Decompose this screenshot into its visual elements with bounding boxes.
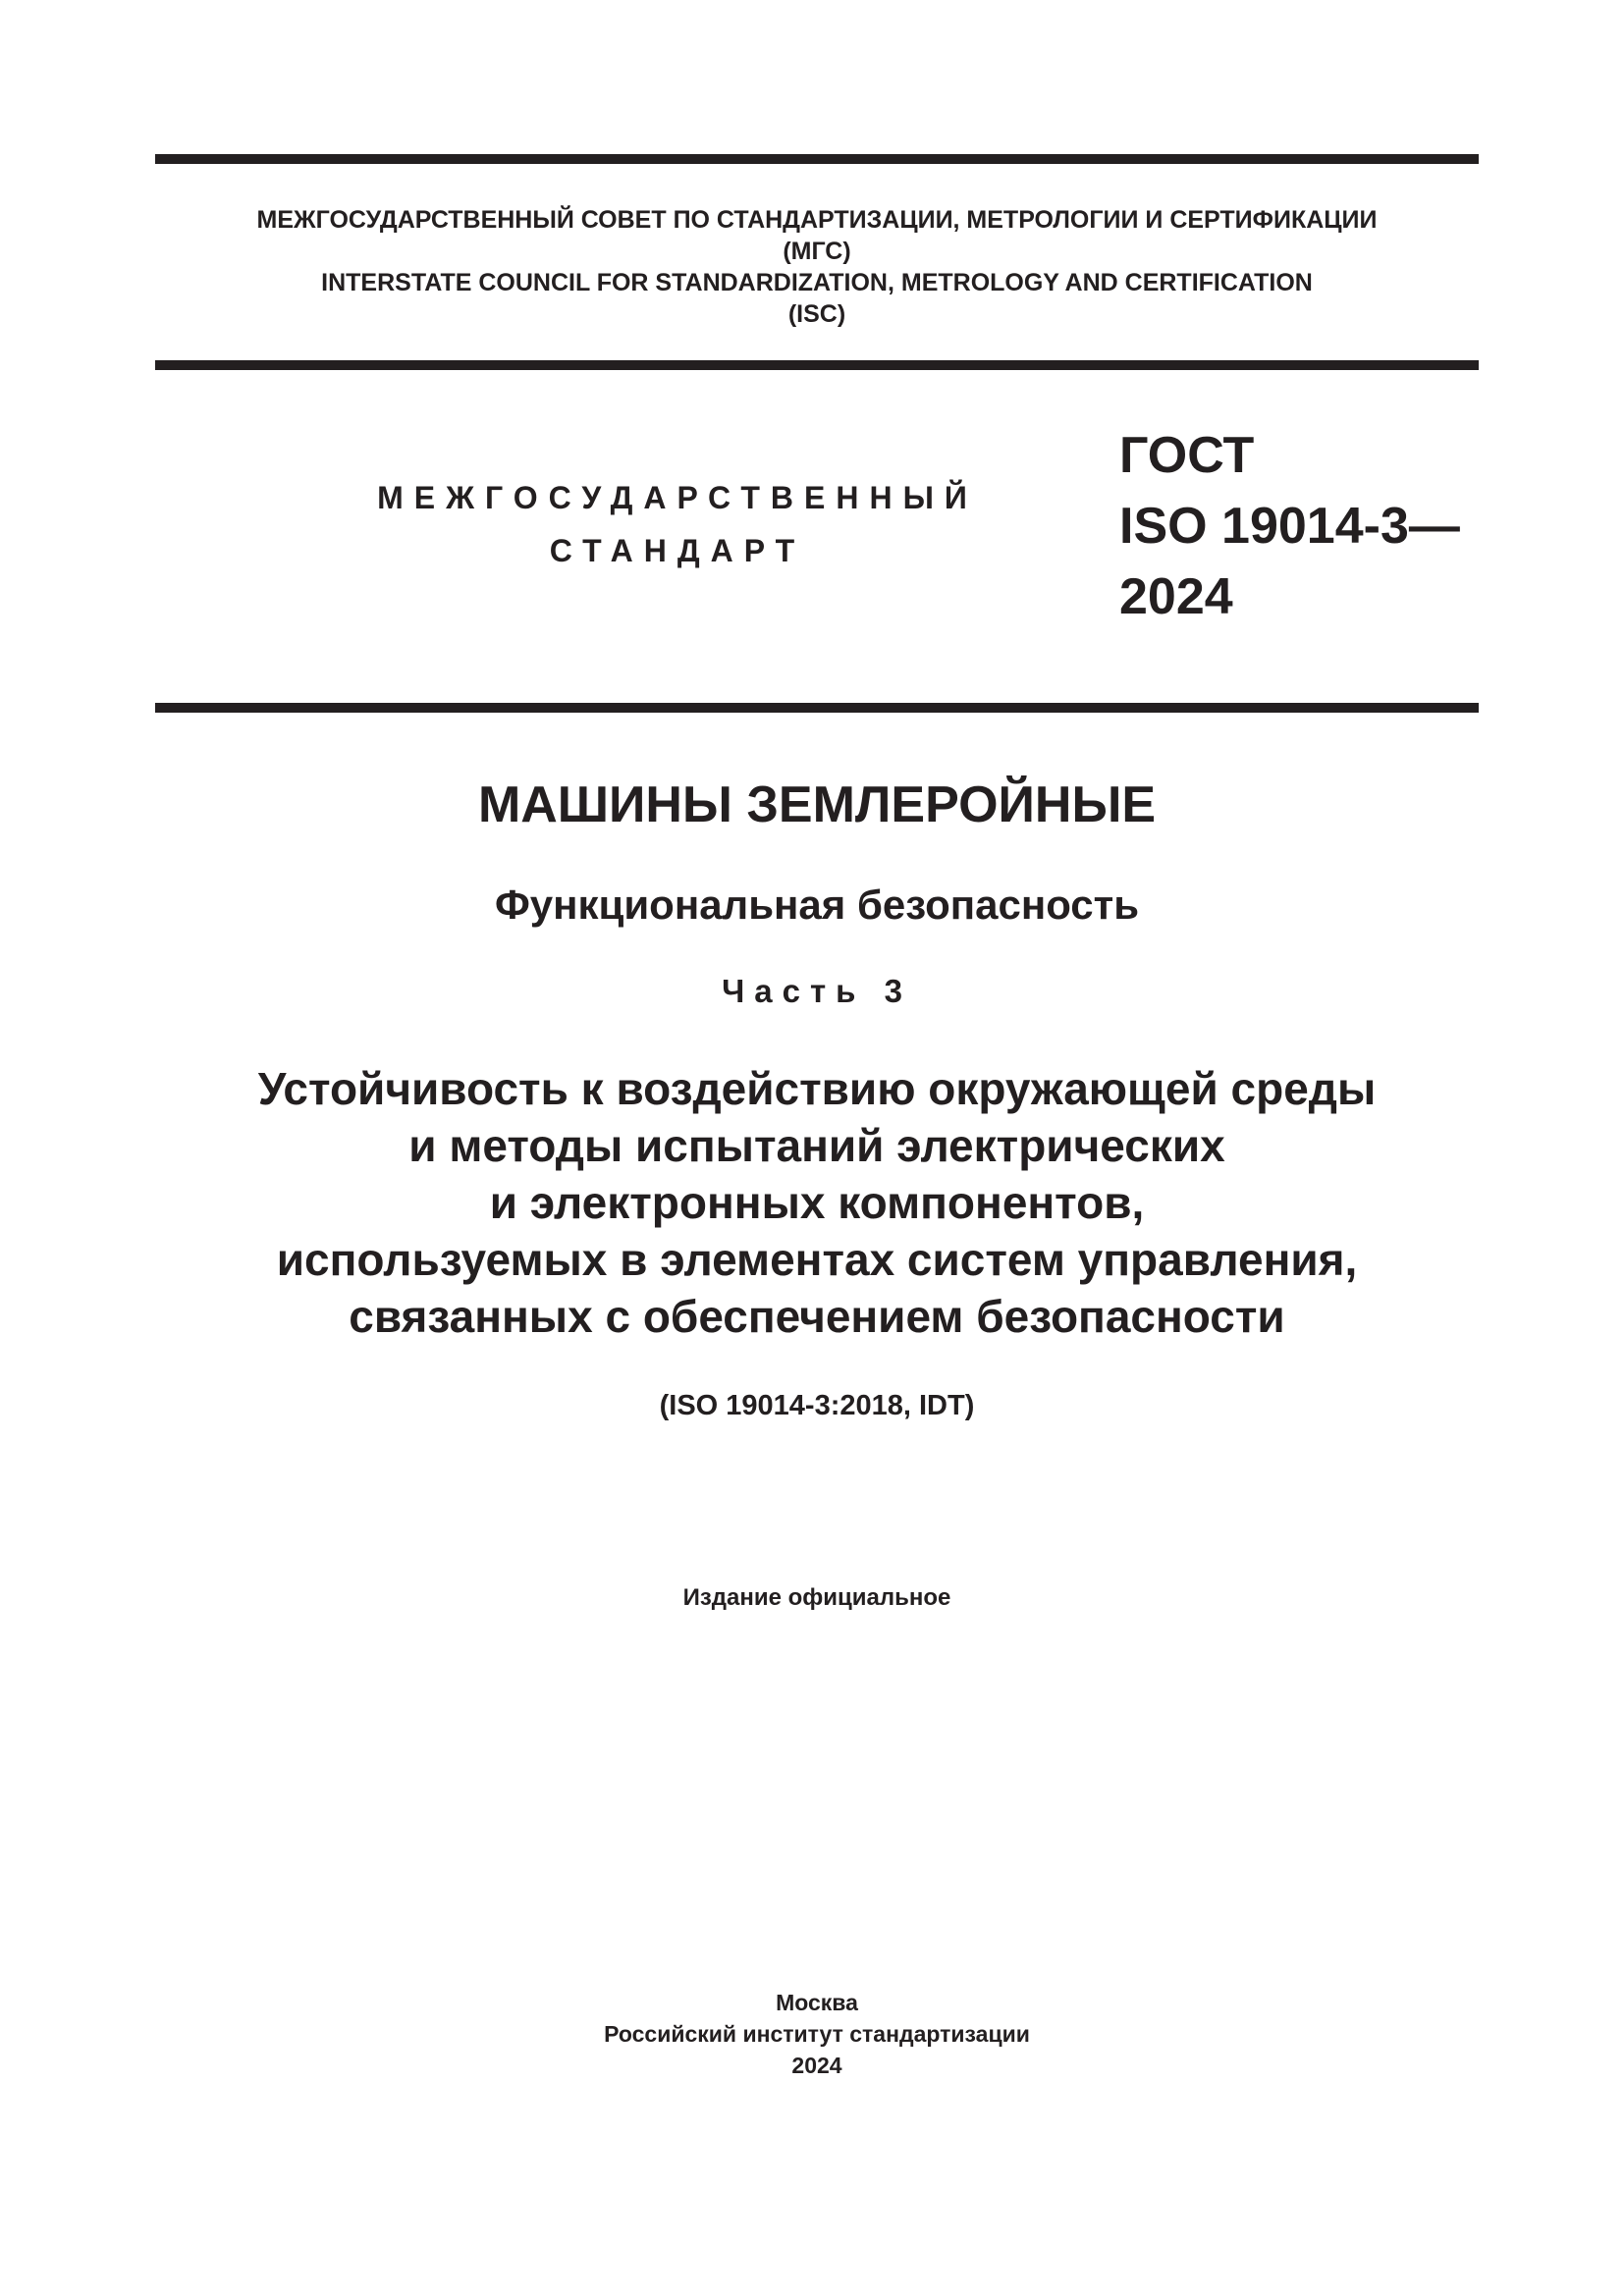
designation-line2: ISO 19014-3—	[1119, 498, 1460, 555]
edition-label: Издание официальное	[682, 1584, 951, 1611]
part-title-line: используемых в элементах систем управления,	[276, 1234, 1358, 1285]
council-header	[155, 204, 1479, 330]
part-title-line: связанных с обеспечением безопасности	[349, 1291, 1285, 1342]
designation-line1: ГОСТ	[1119, 427, 1255, 484]
part-title-line: и электронных компонентов,	[489, 1177, 1145, 1228]
imprint-city: Москва	[776, 1990, 858, 2015]
part-title-line: Устойчивость к воздействию окружающей среды	[257, 1063, 1377, 1114]
standard-type	[334, 471, 1021, 577]
part-title-line: и методы испытаний электрических	[408, 1120, 1225, 1171]
bottom-rule	[155, 703, 1479, 713]
iso-reference: (ISO 19014-3:2018, IDT)	[659, 1390, 975, 1421]
document-title: МАШИНЫ ЗЕМЛЕРОЙНЫЕ	[477, 776, 1157, 833]
council-abbr-ru: (МГС)	[783, 238, 851, 265]
part-number: Часть 3	[722, 973, 912, 1009]
council-name-ru: МЕЖГОСУДАРСТВЕННЫЙ СОВЕТ ПО СТАНДАРТИЗАЦИИ, МЕТРОЛОГИИ И СЕРТИФИКАЦИИ	[256, 206, 1378, 234]
imprint-year: 2024	[791, 2053, 842, 2078]
council-abbr-en: (ISC)	[787, 300, 846, 328]
document-subtitle: Функциональная безопасность	[494, 881, 1140, 928]
imprint	[155, 1987, 1479, 2081]
standard-type-line2: СТАНДАРТ	[549, 533, 806, 568]
standard-type-line1: МЕЖГОСУДАРСТВЕННЫЙ	[377, 480, 978, 515]
imprint-publisher: Российский институт стандартизации	[604, 2021, 1030, 2047]
council-name-en: INTERSTATE COUNCIL FOR STANDARDIZATION, METROLOGY AND CERTIFICATION	[321, 269, 1313, 296]
designation-line3: 2024	[1119, 568, 1233, 625]
top-rule	[155, 154, 1479, 164]
standard-designation	[1119, 420, 1492, 632]
part-title	[155, 1060, 1479, 1345]
middle-rule	[155, 360, 1479, 370]
